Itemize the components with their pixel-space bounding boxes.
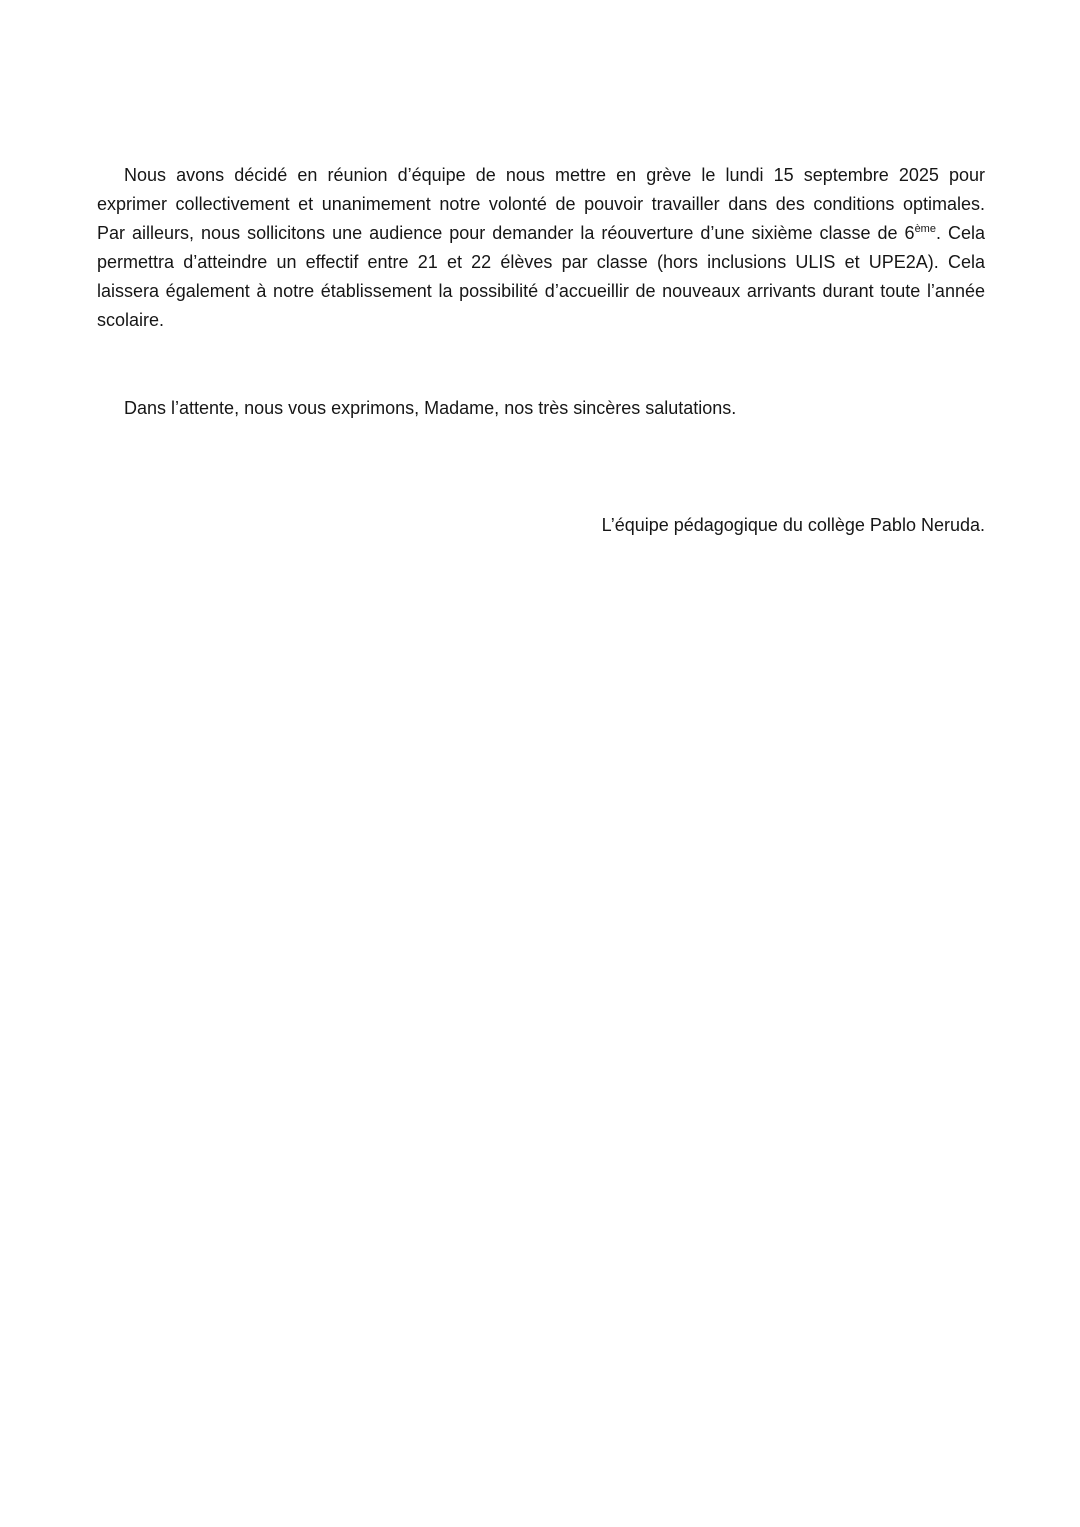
paragraph-salutation: Dans l’attente, nous vous exprimons, Madame, nos très sincères salutations. xyxy=(124,398,737,418)
signature: L’équipe pédagogique du collège Pablo Neruda. xyxy=(601,515,985,535)
paragraph-text-after-superscript: . Cela permettra d’atteindre un effectif entre 21 et 22 élèves par classe (hors inclusions ULIS et UPE2A). Cela laissera également à notre établissement la possibilité d’accueillir de nouveaux arrivants durant toute l’année scolaire. xyxy=(97,223,985,330)
paragraph-strike-announcement xyxy=(97,161,985,335)
ordinal-superscript: ème xyxy=(914,223,936,235)
paragraph-text-before-superscript: Nous avons décidé en réunion d’équipe de nous mettre en grève le lundi 15 septembre 2025 pour exprimer collectivement et unanimement notre volonté de pouvoir travailler dans des conditions optimales. Par ailleurs, nous sollicitons une audience pour demander la réouverture d’une sixième classe de 6 xyxy=(97,165,985,243)
